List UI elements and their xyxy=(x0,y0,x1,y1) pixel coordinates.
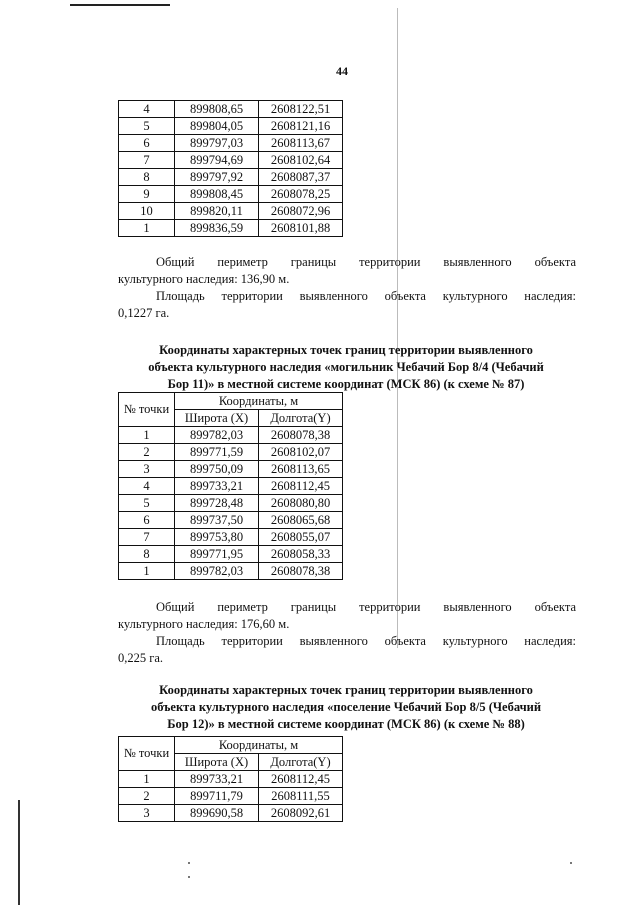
table-row xyxy=(119,478,343,495)
table-row xyxy=(119,220,343,237)
scan-artifact-top xyxy=(70,4,170,6)
longitude-cell: 2608078,38 xyxy=(259,427,343,444)
point-number-cell: 2 xyxy=(119,788,175,805)
point-number-cell: 1 xyxy=(119,220,175,237)
table-row xyxy=(119,563,343,580)
point-number-cell: 8 xyxy=(119,169,175,186)
perimeter-text: Общий периметр границы территории выявленного объекта xyxy=(156,255,576,269)
scan-artifact-left xyxy=(18,800,20,905)
perimeter-text-cont: культурного наследия: 136,90 м. xyxy=(118,272,290,286)
column-header-longitude: Долгота(Y) xyxy=(259,754,343,771)
latitude-cell: 899690,58 xyxy=(175,805,259,822)
latitude-cell: 899750,09 xyxy=(175,461,259,478)
longitude-cell: 2608078,25 xyxy=(259,186,343,203)
point-number-cell: 3 xyxy=(119,805,175,822)
area-text: Площадь территории выявленного объекта культурного наследия: xyxy=(156,634,576,648)
table-row xyxy=(119,101,343,118)
latitude-cell: 899782,03 xyxy=(175,563,259,580)
longitude-cell: 2608113,67 xyxy=(259,135,343,152)
point-number-cell: 5 xyxy=(119,495,175,512)
heading-line: объекта культурного наследия «могильник Чебачий Бор 8/4 (Чебачий xyxy=(148,360,544,374)
point-number-cell: 3 xyxy=(119,461,175,478)
point-number-cell: 7 xyxy=(119,152,175,169)
point-number-cell: 2 xyxy=(119,444,175,461)
heading-line: объекта культурного наследия «поселение Чебачий Бор 8/5 (Чебачий xyxy=(150,700,542,714)
point-number-cell: 7 xyxy=(119,529,175,546)
heading-line: Бор 12)» в местной системе координат (МСК 86) (к схеме № 88) xyxy=(167,717,525,731)
coordinates-table xyxy=(118,392,343,580)
latitude-cell: 899804,05 xyxy=(175,118,259,135)
table-row xyxy=(119,461,343,478)
table-row xyxy=(119,186,343,203)
scan-artifact-dot xyxy=(188,876,190,878)
column-header-longitude: Долгота(Y) xyxy=(259,410,343,427)
table-row xyxy=(119,118,343,135)
latitude-cell: 899820,11 xyxy=(175,203,259,220)
longitude-cell: 2608102,07 xyxy=(259,444,343,461)
table-row xyxy=(119,495,343,512)
table-row xyxy=(119,771,343,788)
point-number-cell: 6 xyxy=(119,512,175,529)
latitude-cell: 899808,65 xyxy=(175,101,259,118)
section-heading xyxy=(110,342,582,393)
latitude-cell: 899771,59 xyxy=(175,444,259,461)
longitude-cell: 2608112,45 xyxy=(259,478,343,495)
point-number-cell: 9 xyxy=(119,186,175,203)
longitude-cell: 2608092,61 xyxy=(259,805,343,822)
longitude-cell: 2608072,96 xyxy=(259,203,343,220)
longitude-cell: 2608101,88 xyxy=(259,220,343,237)
point-number-cell: 4 xyxy=(119,101,175,118)
column-header-point: № точки xyxy=(119,737,175,771)
column-header-latitude: Широта (X) xyxy=(175,754,259,771)
scan-artifact-vertical xyxy=(397,8,398,648)
latitude-cell: 899728,48 xyxy=(175,495,259,512)
column-header-latitude: Широта (X) xyxy=(175,410,259,427)
section-heading xyxy=(110,682,582,733)
area-text-cont: 0,1227 га. xyxy=(118,306,170,320)
point-number-cell: 4 xyxy=(119,478,175,495)
column-header-coordinates: Координаты, м xyxy=(175,393,343,410)
coordinates-table xyxy=(118,736,343,822)
point-number-cell: 8 xyxy=(119,546,175,563)
longitude-cell: 2608102,64 xyxy=(259,152,343,169)
latitude-cell: 899797,92 xyxy=(175,169,259,186)
longitude-cell: 2608087,37 xyxy=(259,169,343,186)
table-row xyxy=(119,788,343,805)
coordinates-table-continued xyxy=(118,100,343,237)
heading-line: Координаты характерных точек границ территории выявленного xyxy=(159,683,533,697)
latitude-cell: 899808,45 xyxy=(175,186,259,203)
latitude-cell: 899737,50 xyxy=(175,512,259,529)
table-row xyxy=(119,529,343,546)
point-number-cell: 1 xyxy=(119,427,175,444)
longitude-cell: 2608065,68 xyxy=(259,512,343,529)
longitude-cell: 2608121,16 xyxy=(259,118,343,135)
latitude-cell: 899711,79 xyxy=(175,788,259,805)
longitude-cell: 2608078,38 xyxy=(259,563,343,580)
longitude-cell: 2608058,33 xyxy=(259,546,343,563)
scan-artifact-dot xyxy=(188,862,190,864)
table-row xyxy=(119,203,343,220)
latitude-cell: 899782,03 xyxy=(175,427,259,444)
table-row xyxy=(119,135,343,152)
latitude-cell: 899733,21 xyxy=(175,771,259,788)
latitude-cell: 899797,03 xyxy=(175,135,259,152)
point-number-cell: 10 xyxy=(119,203,175,220)
table-row xyxy=(119,152,343,169)
scan-artifact-dot xyxy=(570,862,572,864)
latitude-cell: 899836,59 xyxy=(175,220,259,237)
longitude-cell: 2608112,45 xyxy=(259,771,343,788)
longitude-cell: 2608111,55 xyxy=(259,788,343,805)
point-number-cell: 1 xyxy=(119,563,175,580)
heading-line: Координаты характерных точек границ территории выявленного xyxy=(159,343,533,357)
point-number-cell: 6 xyxy=(119,135,175,152)
longitude-cell: 2608122,51 xyxy=(259,101,343,118)
latitude-cell: 899794,69 xyxy=(175,152,259,169)
latitude-cell: 899733,21 xyxy=(175,478,259,495)
longitude-cell: 2608080,80 xyxy=(259,495,343,512)
column-header-point: № точки xyxy=(119,393,175,427)
longitude-cell: 2608113,65 xyxy=(259,461,343,478)
table-row xyxy=(119,805,343,822)
page-number: 44 xyxy=(336,64,348,78)
area-text: Площадь территории выявленного объекта культурного наследия: xyxy=(156,289,576,303)
table-row xyxy=(119,512,343,529)
point-number-cell: 5 xyxy=(119,118,175,135)
heading-line: Бор 11)» в местной системе координат (МСК 86) (к схеме № 87) xyxy=(167,377,525,391)
area-text-cont: 0,225 га. xyxy=(118,651,164,665)
perimeter-text-cont: культурного наследия: 176,60 м. xyxy=(118,617,290,631)
perimeter-text: Общий периметр границы территории выявленного объекта xyxy=(156,600,576,614)
longitude-cell: 2608055,07 xyxy=(259,529,343,546)
table-row xyxy=(119,546,343,563)
table-row xyxy=(119,444,343,461)
latitude-cell: 899753,80 xyxy=(175,529,259,546)
table-row xyxy=(119,427,343,444)
point-number-cell: 1 xyxy=(119,771,175,788)
latitude-cell: 899771,95 xyxy=(175,546,259,563)
table-row xyxy=(119,169,343,186)
column-header-coordinates: Координаты, м xyxy=(175,737,343,754)
